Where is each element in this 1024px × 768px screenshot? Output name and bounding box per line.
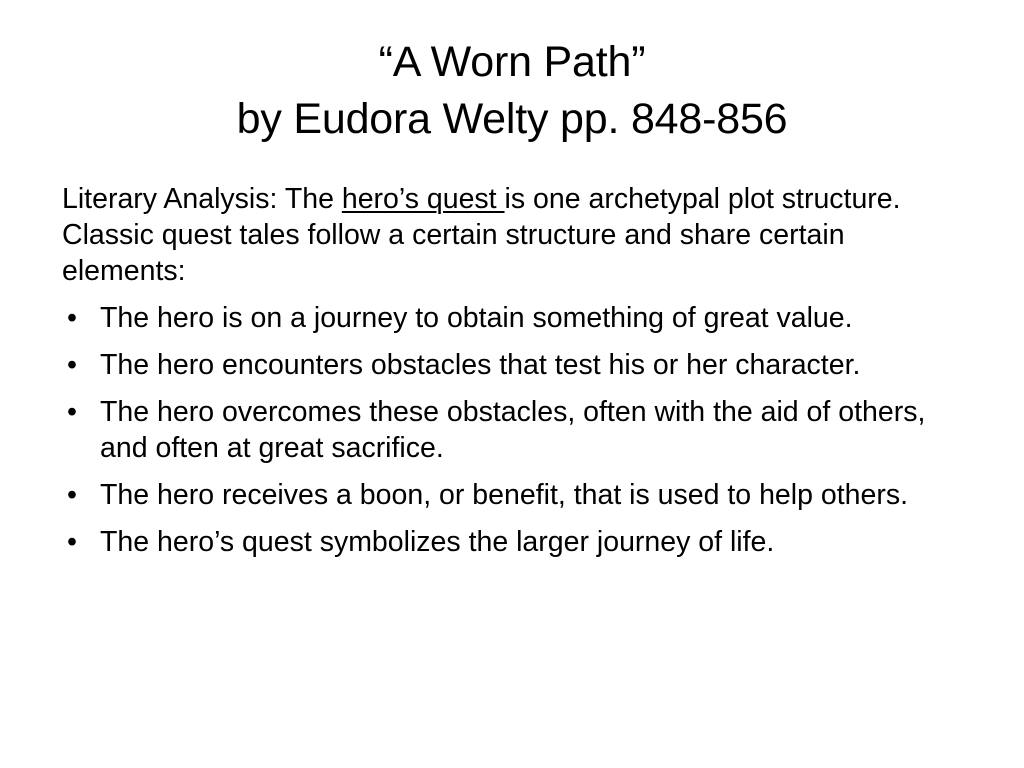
bullet-text: The hero overcomes these obstacles, often with the aid of others, and often at great sacrifice. — [100, 396, 926, 464]
list-item — [62, 300, 972, 336]
list-item — [62, 394, 972, 466]
bullet-icon: • — [67, 349, 77, 381]
bullet-icon: • — [67, 526, 77, 558]
bullet-text: The hero encounters obstacles that test his or her character. — [100, 349, 861, 381]
list-item — [62, 347, 972, 383]
bullet-icon: • — [67, 479, 77, 511]
title-line-2: by Eudora Welty pp. 848-856 — [236, 95, 788, 143]
slide-title — [60, 34, 964, 148]
bullet-text: The hero is on a journey to obtain something of great value. — [100, 302, 853, 334]
bullet-text: The hero receives a boon, or benefit, that is used to help others. — [100, 479, 908, 511]
bullet-list — [62, 300, 972, 560]
slide-body — [62, 181, 972, 571]
bullet-icon: • — [67, 302, 77, 334]
title-line-1: “A Worn Path” — [378, 38, 646, 86]
intro-underlined-term: hero’s quest — [341, 183, 505, 215]
list-item — [62, 477, 972, 513]
bullet-icon: • — [67, 396, 77, 428]
intro-text-end: is one archetypal plot structure. Classic quest tales follow a certain structure and share certain elements: — [62, 183, 901, 287]
list-item — [62, 524, 972, 560]
bullet-text: The hero’s quest symbolizes the larger journey of life. — [100, 526, 775, 558]
intro-paragraph — [62, 181, 972, 289]
intro-text-start: Literary Analysis: The — [62, 183, 342, 215]
